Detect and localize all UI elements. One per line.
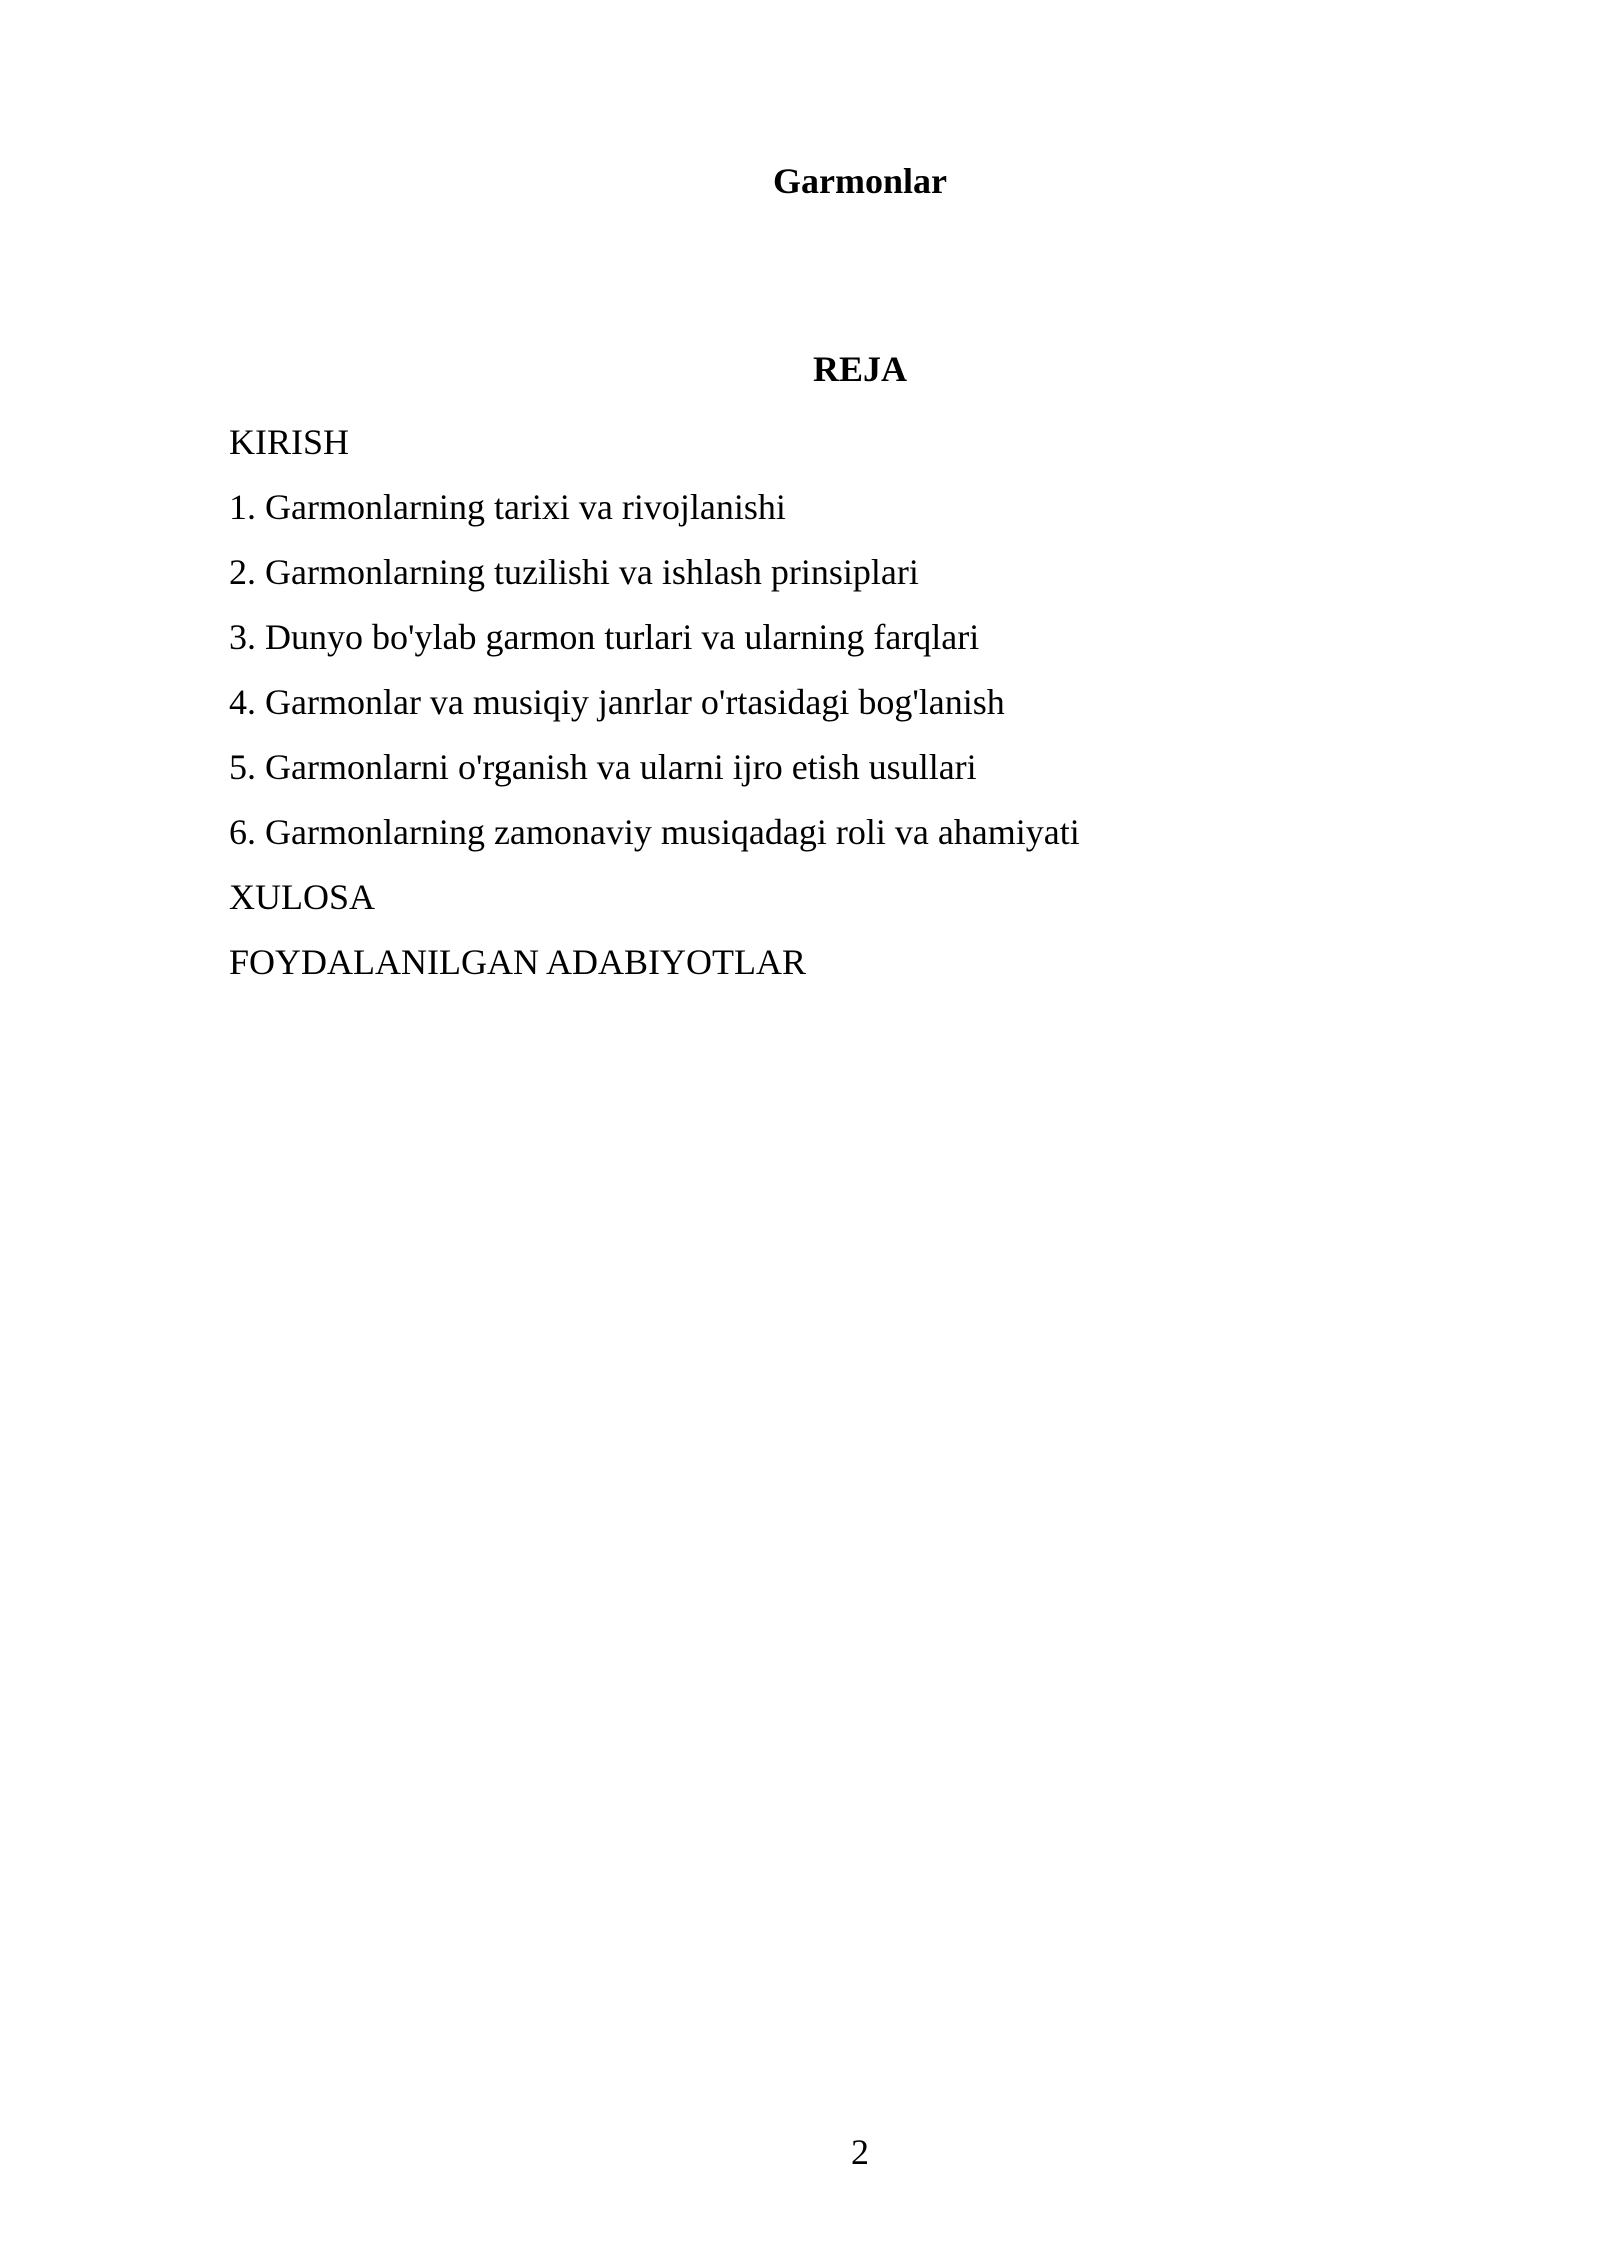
plan-item-4: 4. Garmonlar va musiqiy janrlar o'rtasidagi bog'lanish xyxy=(229,682,1005,722)
plan-item-3: 3. Dunyo bo'ylab garmon turlari va ularning farqlari xyxy=(229,617,980,657)
plan-item-conclusion: XULOSA xyxy=(229,877,376,917)
plan-item-introduction: KIRISH xyxy=(229,422,350,462)
plan-list xyxy=(229,420,1080,1005)
plan-item-5: 5. Garmonlarni o'rganish va ularni ijro etish usullari xyxy=(229,747,977,787)
page-number: 2 xyxy=(851,2132,869,2172)
plan-heading: REJA xyxy=(812,349,907,389)
plan-item-6: 6. Garmonlarning zamonaviy musiqadagi roli va ahamiyati xyxy=(229,812,1080,852)
plan-item-references: FOYDALANILGAN ADABIYOTLAR xyxy=(229,942,806,982)
document-title: Garmonlar xyxy=(773,161,947,201)
plan-item-1: 1. Garmonlarning tarixi va rivojlanishi xyxy=(229,487,786,527)
plan-item-2: 2. Garmonlarning tuzilishi va ishlash prinsiplari xyxy=(229,552,919,592)
